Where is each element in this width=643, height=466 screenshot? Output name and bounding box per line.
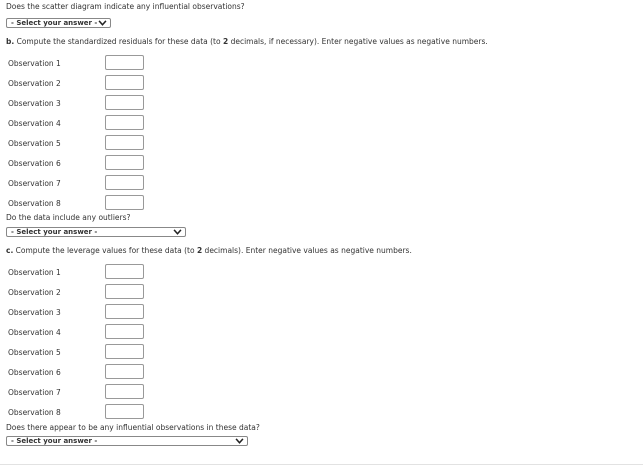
select-value: - Select your answer - (11, 19, 98, 27)
obs-label-c-8: Observation 8 (8, 408, 61, 417)
obs-label-c-1: Observation 1 (8, 268, 61, 277)
obs-label-c-2: Observation 2 (8, 288, 61, 297)
obs-label-b-8: Observation 8 (8, 199, 61, 208)
obs-label-b-7: Observation 7 (8, 179, 61, 188)
obs-label-c-5: Observation 5 (8, 348, 61, 357)
part-c-text-pre: Compute the leverage values for these data (to (13, 246, 197, 255)
select-value: - Select your answer - (11, 228, 98, 236)
obs-label-b-1: Observation 1 (8, 59, 61, 68)
influential-question-a: Does the scatter diagram indicate any influential observations? (6, 2, 245, 11)
influential-select-a[interactable] (6, 18, 111, 28)
std-residual-input-3[interactable] (105, 95, 144, 110)
part-c-instructions (6, 246, 412, 255)
outliers-select[interactable] (6, 227, 186, 237)
leverage-input-4[interactable] (105, 324, 144, 339)
influential-question-c: Does there appear to be any influential observations in these data? (6, 423, 260, 432)
leverage-input-1[interactable] (105, 264, 144, 279)
std-residual-input-1[interactable] (105, 55, 144, 70)
part-b-instructions (6, 37, 488, 46)
chevron-down-icon (173, 229, 182, 235)
obs-label-b-2: Observation 2 (8, 79, 61, 88)
select-value: - Select your answer - (11, 437, 98, 445)
obs-label-b-3: Observation 3 (8, 99, 61, 108)
leverage-input-3[interactable] (105, 304, 144, 319)
obs-label-c-4: Observation 4 (8, 328, 61, 337)
part-c-text-post: decimals). Enter negative values as negative numbers. (202, 246, 412, 255)
obs-label-c-3: Observation 3 (8, 308, 61, 317)
obs-label-b-5: Observation 5 (8, 139, 61, 148)
part-c-label: c. (6, 246, 14, 255)
obs-label-b-6: Observation 6 (8, 159, 61, 168)
obs-label-c-6: Observation 6 (8, 368, 61, 377)
leverage-input-6[interactable] (105, 364, 144, 379)
part-b-label: b. (6, 37, 15, 46)
part-c-decimals: 2 (196, 246, 203, 255)
leverage-input-5[interactable] (105, 344, 144, 359)
chevron-down-icon (235, 438, 244, 444)
leverage-input-8[interactable] (105, 404, 144, 419)
part-b-decimals: 2 (222, 37, 229, 46)
chevron-down-icon (98, 20, 107, 26)
outliers-question: Do the data include any outliers? (6, 213, 131, 222)
influential-select-c[interactable] (6, 436, 248, 446)
part-b-text-post: decimals, if necessary). Enter negative values as negative numbers. (228, 37, 488, 46)
std-residual-input-6[interactable] (105, 155, 144, 170)
std-residual-input-8[interactable] (105, 195, 144, 210)
std-residual-input-4[interactable] (105, 115, 144, 130)
obs-label-c-7: Observation 7 (8, 388, 61, 397)
part-b-text-pre: Compute the standardized residuals for these data (to (14, 37, 223, 46)
leverage-input-7[interactable] (105, 384, 144, 399)
std-residual-input-5[interactable] (105, 135, 144, 150)
obs-label-b-4: Observation 4 (8, 119, 61, 128)
std-residual-input-7[interactable] (105, 175, 144, 190)
std-residual-input-2[interactable] (105, 75, 144, 90)
leverage-input-2[interactable] (105, 284, 144, 299)
bottom-divider (0, 464, 643, 465)
